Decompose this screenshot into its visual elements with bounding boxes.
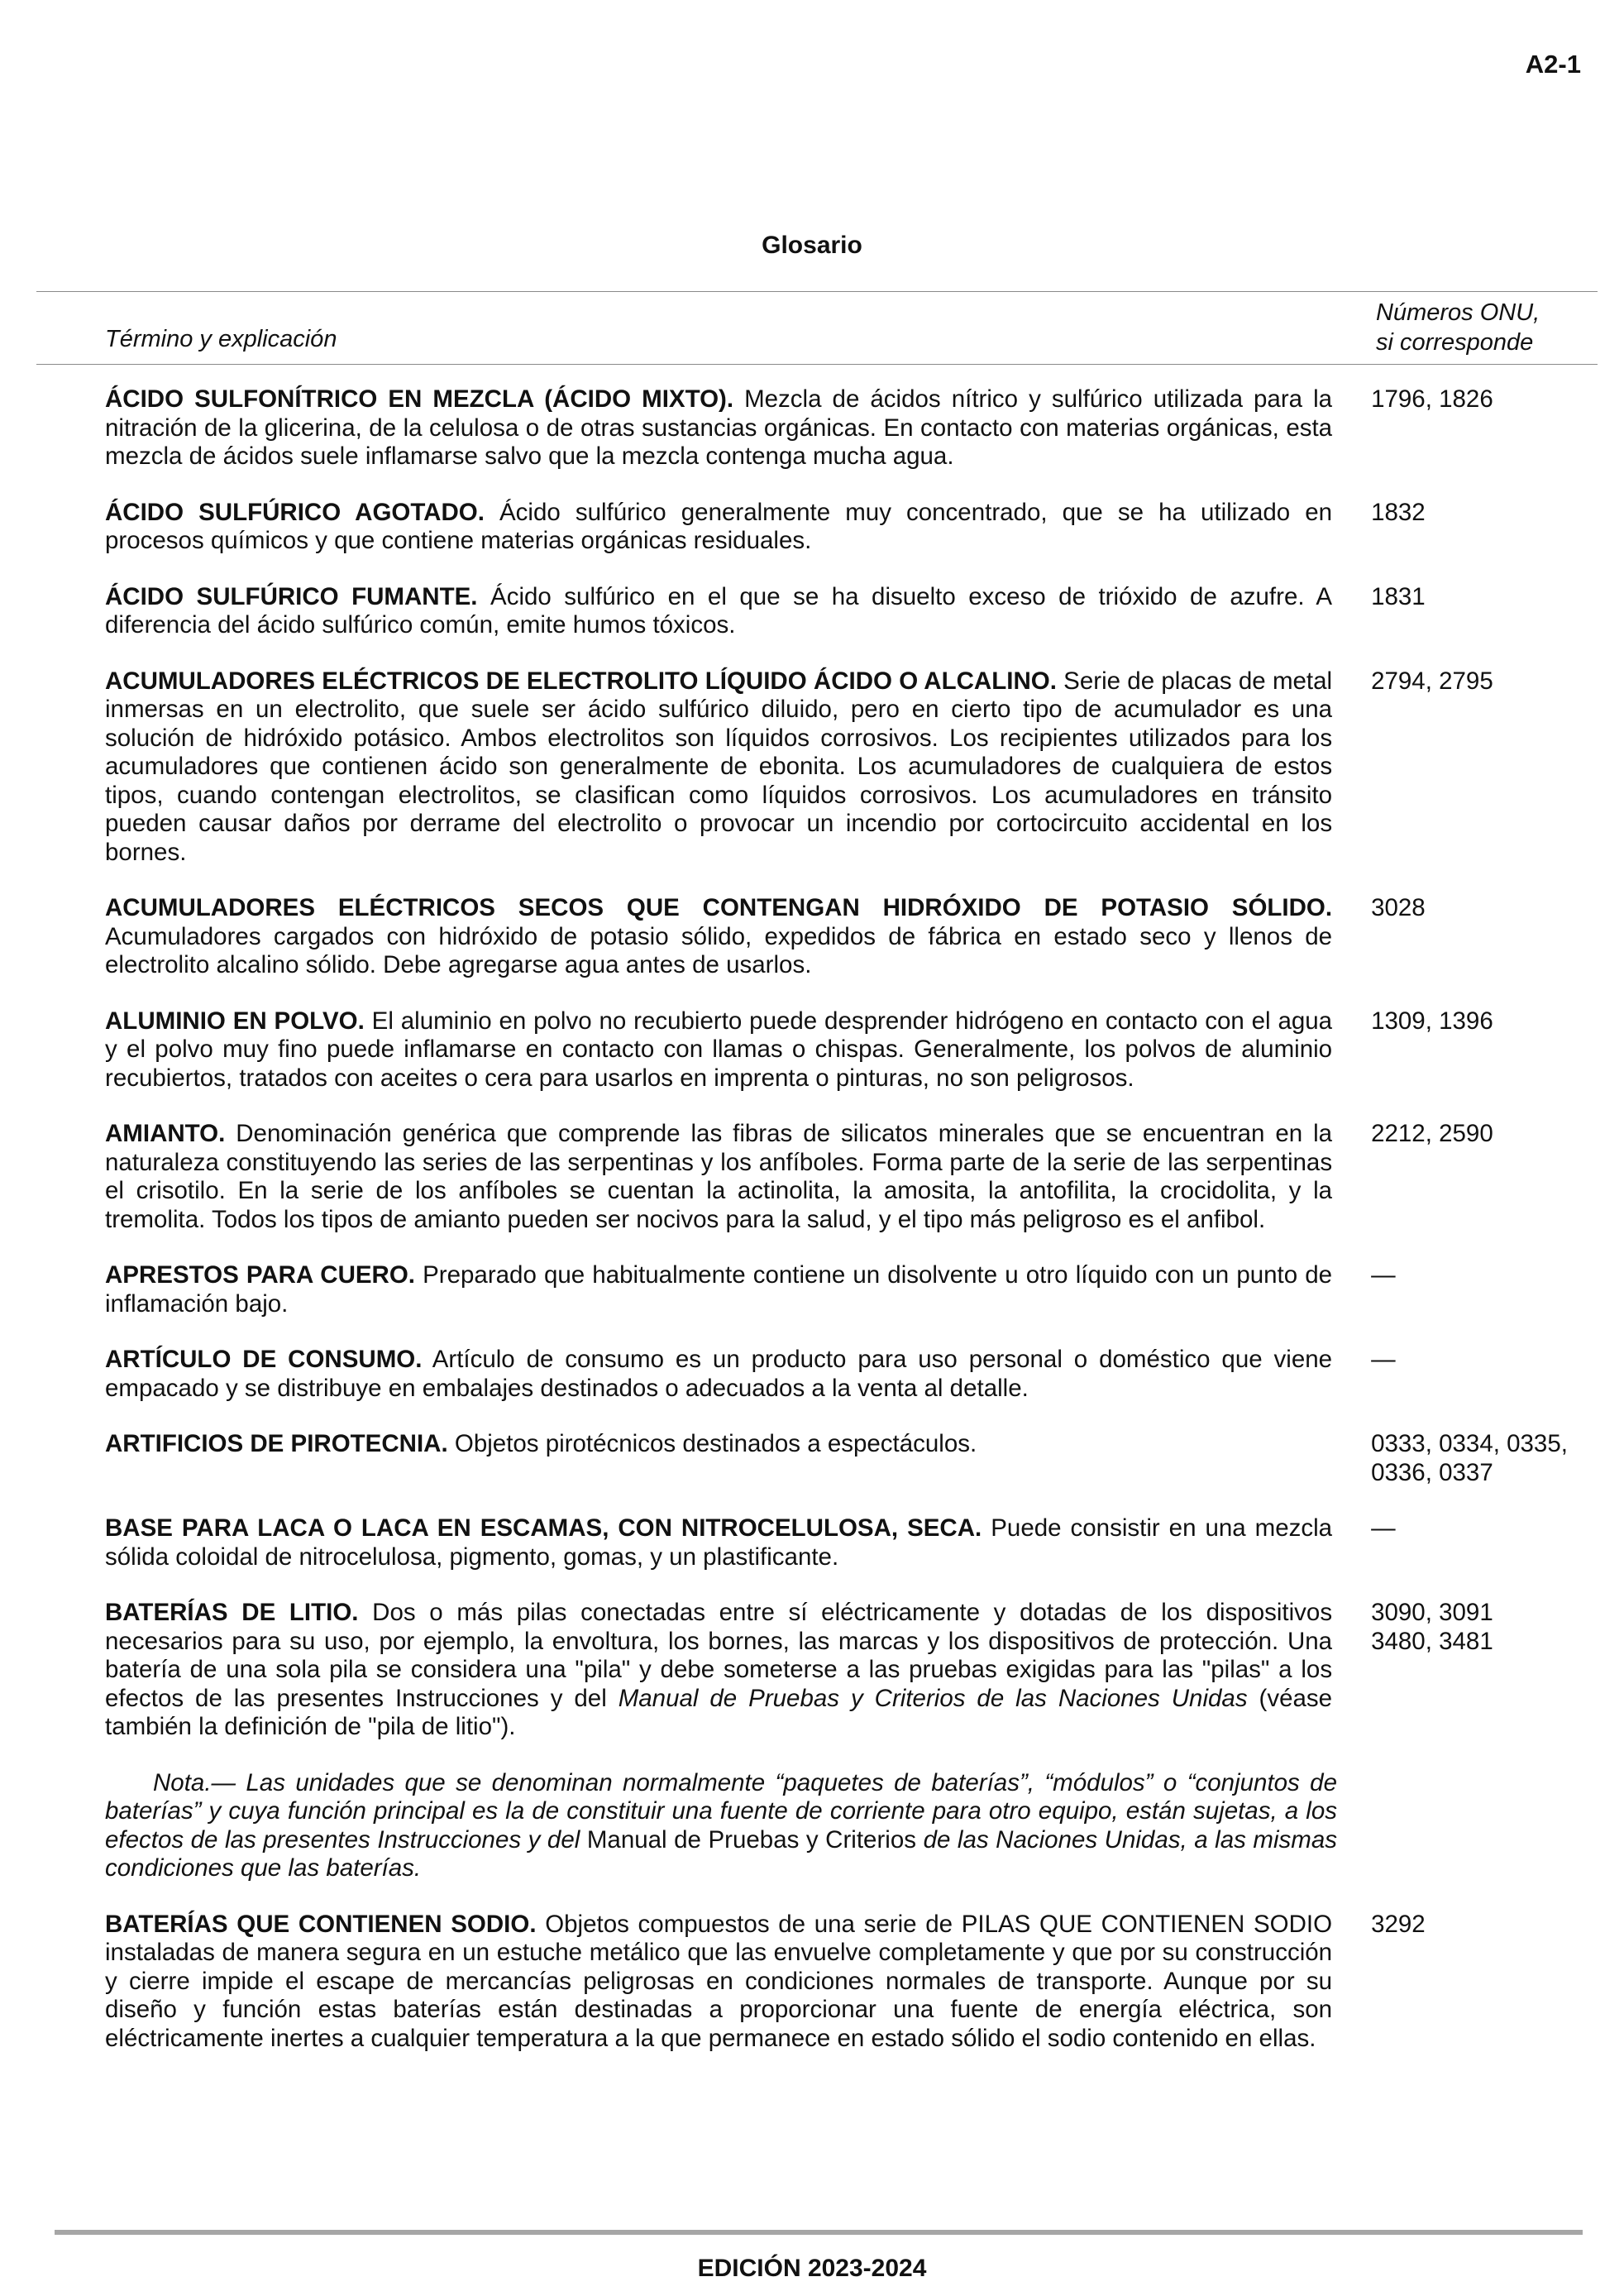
glossary-entry: [105, 1346, 1593, 1403]
entry-text: [105, 1007, 1332, 1093]
entry-text: [105, 1120, 1332, 1234]
entry-term: ÁCIDO SULFÚRICO FUMANTE.: [105, 582, 478, 610]
note-text-end: de las Naciones Unidas, a las mismas condiciones que las baterías.: [105, 1825, 1338, 1882]
glossary-entry: [105, 1261, 1593, 1318]
entry-term: ACUMULADORES ELÉCTRICOS SECOS QUE CONTENGAN HIDRÓXIDO DE POTASIO SÓLIDO.: [105, 894, 1333, 921]
entry-un-numbers: 1796, 1826: [1371, 385, 1493, 413]
note-paragraph: [105, 1769, 1337, 1883]
entry-description: Denominación genérica que comprende las fibras de silicatos minerales que se encuentran en la naturaleza constituyendo las series de las serpentinas y los anfíboles. Forma parte de la serie de las serpentinas el crisotilo. En la serie de los anfíboles se cuentan la actinolita, la amosita, la antofilita, la crocidolita, y la tremolita. Todos los tipos de amianto pueden ser nocivos para la salud, y el tipo más peligroso es el anfibol.: [105, 1120, 1333, 1233]
entry-text: [105, 583, 1332, 640]
entry-un-numbers: [1371, 1599, 1593, 1656]
entry-term: APRESTOS PARA CUERO.: [105, 1261, 415, 1289]
entry-un-numbers: 2212, 2590: [1371, 1120, 1493, 1147]
entry-term: ARTÍCULO DE CONSUMO.: [105, 1346, 423, 1373]
entry-description: Ácido sulfúrico en el que se ha disuelto exceso de trióxido de azufre. A diferencia del ácido sulfúrico común, emite humos tóxicos.: [105, 582, 1333, 639]
entry-description: Preparado que habitualmente contiene un disolvente u otro líquido con un punto de inflamación bajo.: [105, 1261, 1333, 1318]
entry-description-end: (véase también la definición de "pila de litio").: [105, 1684, 1333, 1740]
column-header-un-numbers: [1376, 298, 1540, 357]
entry-text: [105, 499, 1332, 556]
entry-un-numbers: 1831: [1371, 582, 1426, 610]
page-title: Glosario: [762, 232, 862, 259]
entry-text: [105, 1514, 1332, 1571]
entry-un-numbers: —: [1371, 1261, 1396, 1289]
entry-un-numbers: 1832: [1371, 498, 1426, 526]
entry-description: El aluminio en polvo no recubierto puede desprender hidrógeno en contacto con el agua y el polvo muy fino puede inflamarse en contacto con llamas o chispas. Generalmente, los polvos de aluminio recubiertos, tratados con aceites o cera para usarlos en imprenta o pinturas, no son peligrosos.: [105, 1007, 1333, 1092]
entry-text: [105, 667, 1332, 868]
entry-term: BATERÍAS DE LITIO.: [105, 1599, 359, 1626]
entry-un-numbers: 2794, 2795: [1371, 667, 1493, 695]
entry-term: ACUMULADORES ELÉCTRICOS DE ELECTROLITO LÍQUIDO ÁCIDO O ALCALINO.: [105, 667, 1057, 695]
glossary-entry-lithium-batteries: [105, 1599, 1593, 1742]
entry-description: Objetos pirotécnicos destinados a espectáculos.: [454, 1430, 977, 1457]
entry-description: Acumuladores cargados con hidróxido de potasio sólido, expedidos de fábrica en estado seco y llenos de electrolito alcalino sólido. Debe agregarse agua antes de usarlos.: [105, 922, 1333, 978]
entry-un-numbers: 3028: [1371, 894, 1426, 921]
entry-text: [105, 1430, 1332, 1459]
header-rule-top: [36, 291, 1598, 292]
footer-rule: [55, 2230, 1583, 2235]
header-rule-bottom: [36, 364, 1598, 365]
entry-text: [105, 894, 1332, 980]
entry-description: Ácido sulfúrico generalmente muy concentrado, que se ha utilizado en procesos químicos y que contiene materias orgánicas residuales.: [105, 498, 1333, 554]
glossary-entry: [105, 667, 1593, 868]
note-text-upright: Manual de Pruebas y Criterios: [586, 1825, 917, 1854]
glossary-entry: [105, 583, 1593, 640]
entry-description-italic: Manual de Pruebas y Criterios de las Naciones Unidas: [618, 1684, 1248, 1712]
entry-description: Puede consistir en una mezcla sólida coloidal de nitrocelulosa, pigmento, gomas, y un plastificante.: [105, 1514, 1333, 1571]
entry-term: BASE PARA LACA O LACA EN ESCAMAS, CON NITROCELULOSA, SECA.: [105, 1514, 982, 1542]
entry-un-numbers: —: [1371, 1514, 1396, 1542]
glossary-entry: [105, 499, 1593, 556]
page-number: A2-1: [1525, 50, 1581, 79]
entry-text: [105, 1346, 1332, 1403]
entry-un-numbers: 1309, 1396: [1371, 1007, 1493, 1035]
glossary-entry: [105, 894, 1593, 980]
glossary-entry: [105, 1514, 1593, 1571]
footer-edition: EDICIÓN 2023-2024: [697, 2255, 927, 2282]
entry-description: Dos o más pilas conectadas entre sí eléctricamente y dotadas de los dispositivos necesarios para su uso, por ejemplo, la envoltura, los bornes, las marcas y los dispositivos de protección. Una batería de una sola pila se considera una "pila" y debe someterse a las pruebas exigidas para las "pilas" a los efectos de las presentes Instrucciones y del: [105, 1599, 1333, 1712]
entry-un-line2: 3480, 3481: [1371, 1627, 1493, 1655]
entry-description: Objetos compuestos de una serie de PILAS QUE CONTIENEN SODIO instaladas de manera segura en un estuche metálico que las envuelve completamente y que por su construcción y cierre impide el escape de mercancías peligrosas en condiciones normales de transporte. Aunque por su diseño y función estas baterías están destinadas a proporcionar una fuente de energía eléctrica, son eléctricamente inertes a cualquier temperatura a la que permanece en estado sólido el sodio contenido en ellas.: [105, 1910, 1333, 2052]
entry-un-numbers: —: [1371, 1346, 1396, 1373]
entry-term: ALUMINIO EN POLVO.: [105, 1007, 365, 1035]
entry-un-numbers: 0333, 0334, 0335, 0336, 0337: [1371, 1430, 1568, 1486]
entry-description: Artículo de consumo es un producto para uso personal o doméstico que viene empacado y se distribuye en embalajes destinados o adecuados a la venta al detalle.: [105, 1346, 1333, 1402]
glossary-entry: [105, 385, 1593, 471]
entry-un-numbers: 3292: [1371, 1910, 1426, 1938]
glossary-entry: [105, 1120, 1593, 1234]
column-header-term: Término y explicación: [105, 326, 337, 352]
entry-term: ARTIFICIOS DE PIROTECNIA.: [105, 1430, 448, 1457]
entry-text: [105, 1599, 1332, 1742]
entry-description: Mezcla de ácidos nítrico y sulfúrico utilizada para la nitración de la glicerina, de la celulosa o de otras sustancias orgánicas. En contacto con materias orgánicas, esta mezcla de ácidos suele inflamarse salvo que la mezcla contenga mucha agua.: [105, 385, 1333, 470]
column-header-un-line1: Números ONU,: [1376, 299, 1540, 326]
column-header-un-line2: si corresponde: [1376, 329, 1534, 356]
entry-term: BATERÍAS QUE CONTIENEN SODIO.: [105, 1910, 537, 1938]
glossary-entry-sodium-batteries: [105, 1911, 1593, 2054]
entry-term: AMIANTO.: [105, 1120, 226, 1147]
glossary-entries: [105, 385, 1593, 2080]
entry-text: [105, 1911, 1332, 2054]
entry-term: ÁCIDO SULFÚRICO AGOTADO.: [105, 498, 485, 526]
entry-term: ÁCIDO SULFONÍTRICO EN MEZCLA (ÁCIDO MIXTO).: [105, 385, 734, 413]
note-text: Nota.— Las unidades que se denominan normalmente “paquetes de baterías”, “módulos” o “conjuntos de baterías” y cuya función principal es la de constituir una fuente de corriente para otro equipo, están sujetas, a los efectos de las presentes Instrucciones y del: [105, 1768, 1337, 1854]
entry-un-line1: 3090, 3091: [1371, 1599, 1493, 1626]
entry-text: [105, 385, 1332, 471]
glossary-entry: [105, 1007, 1593, 1093]
entry-description: Serie de placas de metal inmersas en un electrolito, que suele ser ácido sulfúrico diluido, pero en cierto tipo de acumulador es una solución de hidróxido potásico. Ambos electrolitos son líquidos corrosivos. Los recipientes utilizados para los acumuladores que contienen ácido son generalmente de ebonita. Los acumuladores de cualquiera de estos tipos, cuando contengan electrolitos, se clasifican como líquidos corrosivos. Los acumuladores en tránsito pueden causar daños por derrame del electrolito o provocar un incendio por cortocircuito accidental en los bornes.: [105, 667, 1333, 866]
entry-text: [105, 1261, 1332, 1318]
glossary-entry: [105, 1430, 1593, 1487]
